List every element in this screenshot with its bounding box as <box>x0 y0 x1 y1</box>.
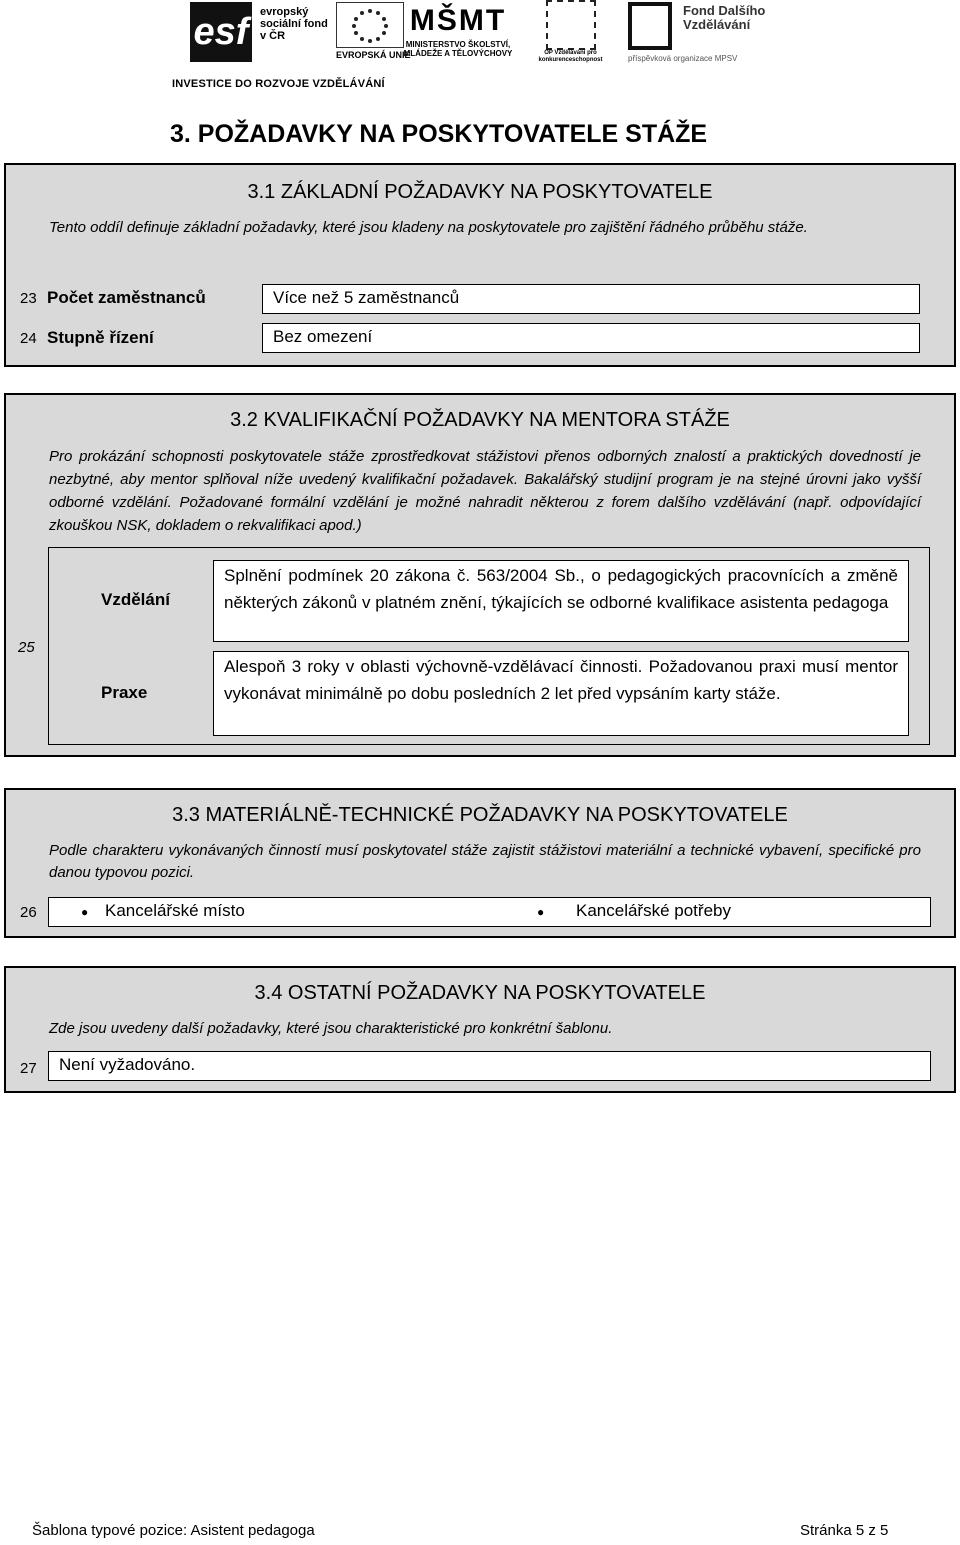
row-number: 25 <box>18 639 35 656</box>
row-number: 26 <box>20 904 37 921</box>
label-practice: Praxe <box>101 683 148 702</box>
equipment-item: Kancelářské potřeby <box>576 901 731 920</box>
section-3-4-title: 3.4 OSTATNÍ POŽADAVKY NA POSKYTOVATELE <box>254 982 706 1004</box>
mentor-requirements-table <box>48 547 930 745</box>
section-3-3-intro: Podle charakteru vykonávaných činností musí poskytovatel stáže zajistit stážistovi materiální a technické vybavení, specifické pro danou typovou pozici. <box>49 842 921 881</box>
esf-mark: esf <box>190 2 252 62</box>
section-3-1-intro: Tento oddíl definuje základní požadavky, které jsou kladeny na poskytovatele pro zajištění řádného průběhu stáže. <box>49 219 808 236</box>
label-employees: Počet zaměstnanců <box>47 288 206 307</box>
row-number: 27 <box>20 1060 37 1077</box>
section-3-2-intro: Pro prokázání schopnosti poskytovatele stáže zprostředkovat stážistovi přenos odborných znalostí a praktických dovedností je nezbytné, aby mentor splňoval níže uvedený kvalifikační požadavek. Bakalářský studijní program je na stejné úrovni jako vyšší odborné vzdělání. Požadované formální vzdělání je možné nahradit některou z forem dalšího vzdělávání (např. odpovídající zkouškou NSK, dokladem o rekvalifikaci apod.) <box>49 448 921 534</box>
fdv-logo <box>628 2 778 64</box>
fdv-mark-icon <box>628 2 672 50</box>
page-title: 3. POŽADAVKY NA POSKYTOVATELE STÁŽE <box>170 120 708 148</box>
fdv-sub: příspěvková organizace MPSV <box>628 54 738 63</box>
esf-logo <box>190 2 328 62</box>
row-number: 24 <box>20 330 37 347</box>
management-levels-field[interactable]: Bez omezení <box>262 323 920 353</box>
bullet-icon: ● <box>81 905 89 919</box>
section-3-2 <box>4 393 956 757</box>
fdv-text: Fond Dalšího Vzdělávání <box>683 3 766 32</box>
practice-field[interactable]: Alespoň 3 roky v oblasti výchovně-vzdělávací činnosti. Požadovanou praxi musí mentor vykonávat minimálně po dobu posledních 2 let před vypsáním karty stáže. <box>213 651 909 736</box>
equipment-field[interactable] <box>48 897 931 927</box>
employees-field[interactable]: Více než 5 zaměstnanců <box>262 284 920 314</box>
msmt-caption: MINISTERSTVO ŠKOLSTVÍ, MLÁDEŽE A TĚLOVÝCHOVY <box>403 40 513 58</box>
section-3-2-title: 3.2 KVALIFIKAČNÍ POŽADAVKY NA MENTORA STÁŽE <box>230 409 730 431</box>
eu-caption: EVROPSKÁ UNIE <box>336 50 411 60</box>
row-number: 23 <box>20 290 37 307</box>
label-education: Vzdělání <box>101 590 170 609</box>
op-caption: OP Vzdělávání pro konkurenceschopnost <box>538 50 603 63</box>
label-management-levels: Stupně řízení <box>47 328 154 347</box>
op-arrow-icon <box>546 0 596 50</box>
bullet-icon: ● <box>537 905 545 919</box>
footer-page-number: Stránka 5 z 5 <box>800 1522 889 1539</box>
education-field[interactable]: Splnění podmínek 20 zákona č. 563/2004 Sb., o pedagogických pracovnících a změně některých zákonů v platném znění, týkajících se odborné kvalifikace asistenta pedagoga <box>213 560 909 642</box>
investice-slogan: INVESTICE DO ROZVOJE VZDĚLÁVÁNÍ <box>172 78 385 90</box>
esf-text: evropský sociální fond v ČR <box>260 6 328 42</box>
section-3-1 <box>4 163 956 367</box>
msmt-logo <box>388 2 528 64</box>
msmt-mark: MŠMT <box>409 4 507 37</box>
section-3-3 <box>4 788 956 938</box>
section-3-3-title: 3.3 MATERIÁLNĚ-TECHNICKÉ POŽADAVKY NA POSKYTOVATELE <box>172 804 788 826</box>
equipment-item: Kancelářské místo <box>105 901 245 920</box>
section-3-4 <box>4 966 956 1093</box>
footer-template-name: Šablona typové pozice: Asistent pedagoga <box>32 1522 315 1539</box>
section-3-1-title: 3.1 ZÁKLADNÍ POŽADAVKY NA POSKYTOVATELE <box>247 181 713 203</box>
section-3-4-intro: Zde jsou uvedeny další požadavky, které jsou charakteristické pro konkrétní šablonu. <box>49 1020 613 1037</box>
other-requirements-field[interactable]: Není vyžadováno. <box>48 1051 931 1081</box>
op-logo <box>533 0 608 64</box>
